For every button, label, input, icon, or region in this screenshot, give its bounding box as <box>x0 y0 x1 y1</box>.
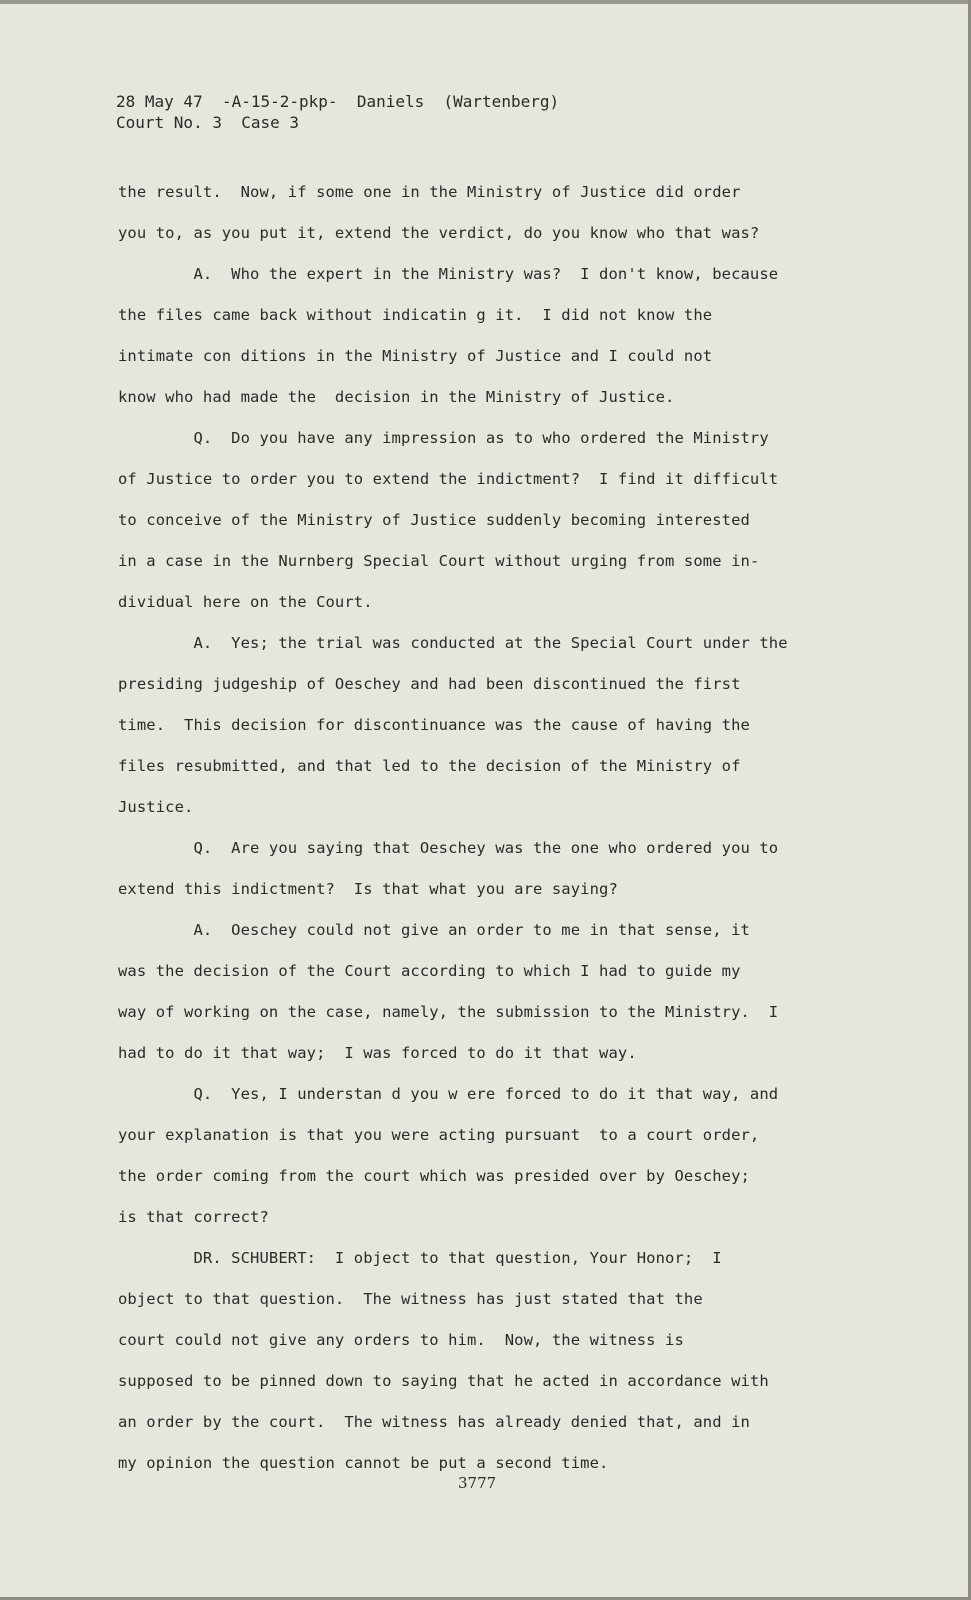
transcript-line: know who had made the decision in the Ministry of Justice. <box>118 388 675 406</box>
transcript-line: presiding judgeship of Oeschey and had been discontinued the first <box>118 675 741 693</box>
transcript-line: in a case in the Nurnberg Special Court without urging from some in- <box>118 552 760 570</box>
transcript-line: your explanation is that you were acting pursuant to a court order, <box>118 1126 760 1144</box>
transcript-line: Q. Are you saying that Oeschey was the one who ordered you to <box>118 839 779 857</box>
transcript-line: Q. Yes, I understan d you w ere forced to do it that way, and <box>118 1085 779 1103</box>
transcript-line: way of working on the case, namely, the submission to the Ministry. I <box>118 1003 779 1021</box>
transcript-line: extend this indictment? Is that what you are saying? <box>118 880 618 898</box>
transcript-line: had to do it that way; I was forced to do it that way. <box>118 1044 637 1062</box>
transcript-line: to conceive of the Ministry of Justice suddenly becoming interested <box>118 511 750 529</box>
transcript-line: A. Yes; the trial was conducted at the Special Court under the <box>118 634 788 652</box>
transcript-line: an order by the court. The witness has already denied that, and in <box>118 1413 750 1431</box>
transcript-line: supposed to be pinned down to saying that he acted in accordance with <box>118 1372 769 1390</box>
header-line-date-reporter: 28 May 47 -A-15-2-pkp- Daniels (Wartenberg) <box>116 92 560 111</box>
transcript-line: time. This decision for discontinuance was the cause of having the <box>118 716 750 734</box>
transcript-line: was the decision of the Court according to which I had to guide my <box>118 962 741 980</box>
transcript-line: court could not give any orders to him. Now, the witness is <box>118 1331 684 1349</box>
transcript-line: Q. Do you have any impression as to who ordered the Ministry <box>118 429 769 447</box>
transcript-line: DR. SCHUBERT: I object to that question, Your Honor; I <box>118 1249 722 1267</box>
header-line-court-case: Court No. 3 Case 3 <box>116 113 300 132</box>
transcript-line: you to, as you put it, extend the verdict, do you know who that was? <box>118 224 760 242</box>
transcript-line: the files came back without indicatin g it. I did not know the <box>118 306 713 324</box>
transcript-line: of Justice to order you to extend the indictment? I find it difficult <box>118 470 779 488</box>
transcript-header <box>116 91 559 133</box>
page-number: 3777 <box>458 1474 497 1492</box>
page-edge-top <box>0 0 971 4</box>
transcript-line: Justice. <box>118 798 194 816</box>
transcript-line: is that correct? <box>118 1208 269 1226</box>
transcript-line: object to that question. The witness has just stated that the <box>118 1290 703 1308</box>
transcript-line: the result. Now, if some one in the Ministry of Justice did order <box>118 183 741 201</box>
transcript-line: my opinion the question cannot be put a second time. <box>118 1454 609 1472</box>
transcript-body <box>118 172 858 1484</box>
transcript-line: A. Oeschey could not give an order to me in that sense, it <box>118 921 750 939</box>
transcript-line: A. Who the expert in the Ministry was? I don't know, because <box>118 265 779 283</box>
transcript-line: the order coming from the court which was presided over by Oeschey; <box>118 1167 750 1185</box>
transcript-line: intimate con ditions in the Ministry of Justice and I could not <box>118 347 713 365</box>
transcript-line: dividual here on the Court. <box>118 593 373 611</box>
transcript-line: files resubmitted, and that led to the decision of the Ministry of <box>118 757 741 775</box>
